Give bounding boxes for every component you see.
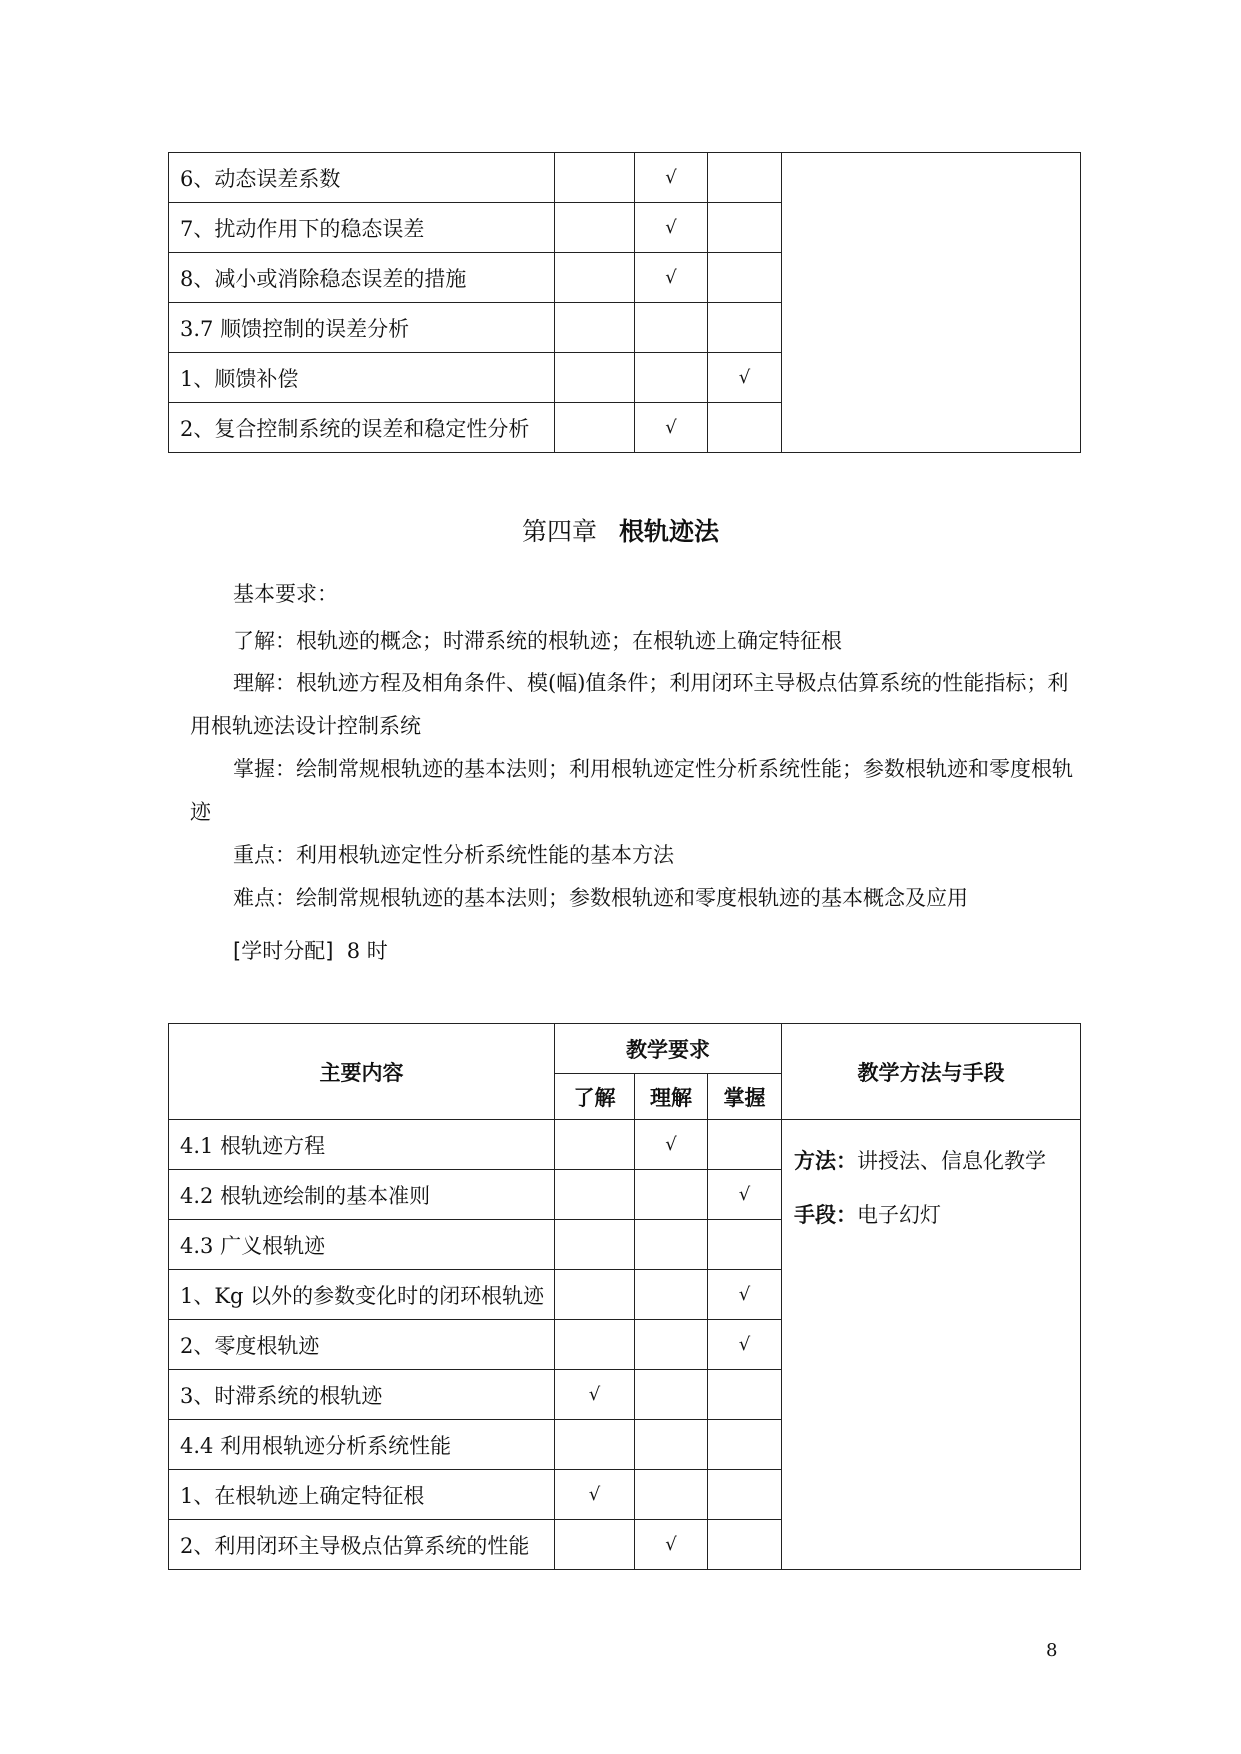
comprehend-mark: √ (635, 1520, 708, 1570)
continued-content-table (168, 152, 1081, 453)
hours-label: [学时分配] (233, 939, 334, 963)
master-mark (708, 203, 782, 253)
requirement-difficulty: 难点：绘制常规根轨迹的基本法则；参数根轨迹和零度根轨迹的基本概念及应用 (233, 886, 968, 910)
understand-mark (555, 1120, 635, 1170)
understand-mark (555, 1220, 635, 1270)
comprehend-mark: √ (635, 1120, 708, 1170)
master-mark (708, 1470, 782, 1520)
comprehend-mark (635, 303, 708, 353)
understand-mark (555, 153, 635, 203)
content-cell: 4.3 广义根轨迹 (169, 1220, 555, 1270)
master-mark (708, 1370, 782, 1420)
comprehend-mark (635, 1170, 708, 1220)
comprehend-mark: √ (635, 203, 708, 253)
method-cell (782, 153, 1081, 453)
chapter-name: 根轨迹法 (619, 517, 720, 546)
master-mark (708, 1220, 782, 1270)
hours-value: 8 时 (346, 939, 388, 963)
understand-mark: √ (555, 1470, 635, 1520)
means-label: 手段： (794, 1203, 858, 1228)
content-cell: 2、利用闭环主导极点估算系统的性能 (169, 1520, 555, 1570)
master-mark (708, 1120, 782, 1170)
master-mark (708, 1520, 782, 1570)
understand-mark (555, 1170, 635, 1220)
content-cell: 2、零度根轨迹 (169, 1320, 555, 1370)
understand-mark (555, 353, 635, 403)
header-comprehend: 理解 (635, 1074, 708, 1120)
chapter-number: 第四章 (521, 517, 597, 546)
comprehend-mark (635, 1470, 708, 1520)
requirement-comprehend: 理解：根轨迹方程及相角条件、模(幅)值条件；利用闭环主导极点估算系统的性能指标；利用根轨迹法设计控制系统 (190, 671, 1069, 738)
comprehend-mark (635, 1220, 708, 1270)
understand-mark (555, 253, 635, 303)
understand-mark (555, 1270, 635, 1320)
master-mark (708, 403, 782, 453)
header-content: 主要内容 (169, 1024, 555, 1120)
chapter-title (0, 512, 1241, 548)
master-mark (708, 1420, 782, 1470)
understand-mark (555, 203, 635, 253)
master-mark: √ (708, 1320, 782, 1370)
comprehend-mark (635, 353, 708, 403)
method-cell (782, 1120, 1081, 1570)
comprehend-mark: √ (635, 403, 708, 453)
master-mark: √ (708, 1270, 782, 1320)
master-mark (708, 303, 782, 353)
understand-mark (555, 403, 635, 453)
means-value: 电子幻灯 (857, 1203, 942, 1228)
table-row (169, 153, 1081, 203)
content-cell: 4.1 根轨迹方程 (169, 1120, 555, 1170)
understand-mark (555, 1320, 635, 1370)
comprehend-mark (635, 1270, 708, 1320)
comprehend-mark: √ (635, 253, 708, 303)
content-cell: 2、复合控制系统的误差和稳定性分析 (169, 403, 555, 453)
header-requirements: 教学要求 (555, 1024, 782, 1074)
requirements-heading: 基本要求： (233, 582, 338, 606)
understand-mark: √ (555, 1370, 635, 1420)
requirement-understand: 了解：根轨迹的概念；时滞系统的根轨迹；在根轨迹上确定特征根 (233, 629, 842, 653)
content-cell: 8、减小或消除稳态误差的措施 (169, 253, 555, 303)
understand-mark (555, 1520, 635, 1570)
master-mark (708, 253, 782, 303)
understand-mark (555, 1420, 635, 1470)
table-row (169, 1120, 1081, 1170)
chapter-content-table (168, 1023, 1081, 1570)
content-cell: 3.7 顺馈控制的误差分析 (169, 303, 555, 353)
master-mark (708, 153, 782, 203)
content-cell: 3、时滞系统的根轨迹 (169, 1370, 555, 1420)
comprehend-mark (635, 1420, 708, 1470)
hours-allocation (190, 930, 1075, 973)
content-cell: 1、顺馈补偿 (169, 353, 555, 403)
content-cell: 4.4 利用根轨迹分析系统性能 (169, 1420, 555, 1470)
header-master: 掌握 (708, 1074, 782, 1120)
comprehend-mark (635, 1320, 708, 1370)
means-line (794, 1202, 1080, 1228)
method-value: 讲授法、信息化教学 (857, 1149, 1047, 1173)
method-label: 方法： (794, 1149, 858, 1173)
content-cell: 7、扰动作用下的稳态误差 (169, 203, 555, 253)
content-cell: 6、动态误差系数 (169, 153, 555, 203)
comprehend-mark: √ (635, 153, 708, 203)
header-understand: 了解 (555, 1074, 635, 1120)
page-number: 8 (1046, 1640, 1058, 1661)
content-cell: 1、在根轨迹上确定特征根 (169, 1470, 555, 1520)
requirement-key-point: 重点：利用根轨迹定性分析系统性能的基本方法 (233, 843, 674, 867)
comprehend-mark (635, 1370, 708, 1420)
method-line (794, 1148, 1080, 1174)
content-cell: 4.2 根轨迹绘制的基本准则 (169, 1170, 555, 1220)
understand-mark (555, 303, 635, 353)
master-mark: √ (708, 1170, 782, 1220)
content-cell: 1、Kg 以外的参数变化时的闭环根轨迹 (169, 1270, 555, 1320)
requirement-master: 掌握：绘制常规根轨迹的基本法则；利用根轨迹定性分析系统性能；参数根轨迹和零度根轨迹 (190, 757, 1073, 824)
master-mark: √ (708, 353, 782, 403)
header-method: 教学方法与手段 (782, 1024, 1081, 1120)
